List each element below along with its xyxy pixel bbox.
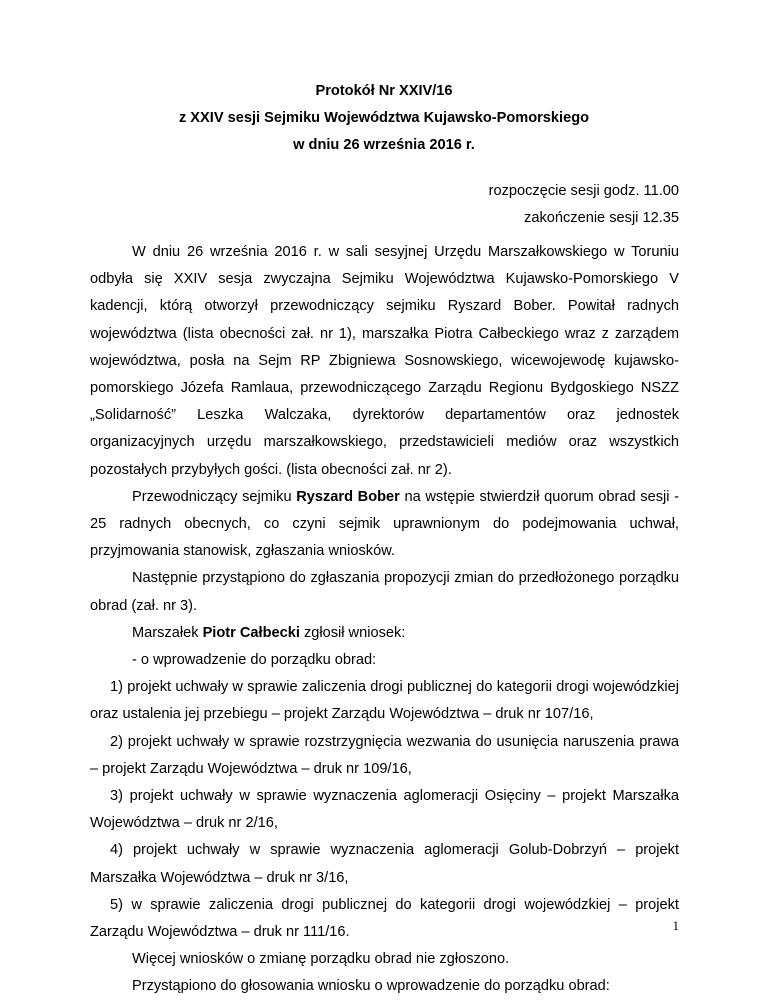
page-number: 1 (672, 918, 679, 933)
paragraph-agenda-changes: Następnie przystąpiono do zgłaszania propozycji zmian do przedłożonego porządku obrad (zał. nr 3). (90, 570, 679, 614)
session-start: rozpoczęcie sesji godz. 11.00 (488, 183, 679, 199)
speaker-name: Ryszard Bober (296, 488, 400, 505)
paragraph-opening: W dniu 26 września 2016 r. w sali sesyjnej Urzędu Marszałkowskiego w Toruniu odbyła się XXIV sesja zwyczajna Sejmiku Województwa Kujawsko-Pomorskiego V kadencji, którą otworzył przewodniczący sejmiku Ryszard Bober. Powitał radnych województwa (lista obecności zał. nr 1), marszałka Piotra Całbeckiego wraz z zarządem województwa, posła na Sejm RP Zbigniewa Sosnowskiego, wicewojewodę kujawsko-pomorskiego Józefa Ramlaua, przewodniczącego Zarządu Regionu Bydgoskiego NSZZ „Solidarność” Leszka Walczaka, dyrektorów departamentów oraz jednostek organizacyjnych urzędu marszałkowskiego, przedstawicieli mediów oraz wszystkich pozostałych przybyłych gości. (lista obecności zał. nr 2). (90, 244, 679, 478)
document-subtitle: z XXIV sesji Sejmiku Województwa Kujawsko-Pomorskiego (178, 110, 590, 126)
document-body (90, 239, 679, 1001)
session-end: zakończenie sesji 12.35 (524, 210, 679, 226)
list-item: 3) projekt uchwały w sprawie wyznaczenia aglomeracji Osięciny – projekt Marszałka Województwa – druk nr 2/16, (90, 788, 679, 832)
document-title: Protokół Nr XXIV/16 (315, 83, 453, 99)
document-date: w dniu 26 września 2016 r. (293, 137, 475, 153)
paragraph-no-more-motions: Więcej wniosków o zmianę porządku obrad nie zgłoszono. (132, 951, 510, 968)
list-item: 1) projekt uchwały w sprawie zaliczenia drogi publicznej do kategorii drogi wojewódzkiej oraz ustalenia jej przebiegu – projekt Zarządu Województwa – druk nr 107/16, (90, 679, 679, 723)
paragraph-motion: Marszałek Piotr Całbecki zgłosił wniosek: (132, 624, 406, 641)
paragraph-motion-intro: - o wprowadzenie do porządku obrad: (132, 652, 377, 669)
paragraph-quorum: Przewodniczący sejmiku Ryszard Bober na wstępie stwierdził quorum obrad sesji - 25 radnych obecnych, co czyni sejmik uprawnionym do podejmowania uchwał, przyjmowania stanowisk, zgłaszania wniosków. (90, 488, 679, 560)
speaker-name: Piotr Całbecki (202, 624, 300, 641)
session-times (489, 178, 679, 232)
document-header (0, 78, 768, 159)
paragraph-voting: Przystąpiono do głosowania wniosku o wprowadzenie do porządku obrad: (132, 978, 610, 995)
list-item: 5) w sprawie zaliczenia drogi publicznej do kategorii drogi wojewódzkiej – projekt Zarządu Województwa – druk nr 111/16. (90, 896, 679, 941)
list-item: 4) projekt uchwały w sprawie wyznaczenia aglomeracji Golub-Dobrzyń – projekt Marszałka Województwa – druk nr 3/16, (90, 842, 679, 886)
list-item: 2) projekt uchwały w sprawie rozstrzygnięcia wezwania do usunięcia naruszenia prawa – projekt Zarządu Województwa – druk nr 109/16, (90, 733, 679, 777)
